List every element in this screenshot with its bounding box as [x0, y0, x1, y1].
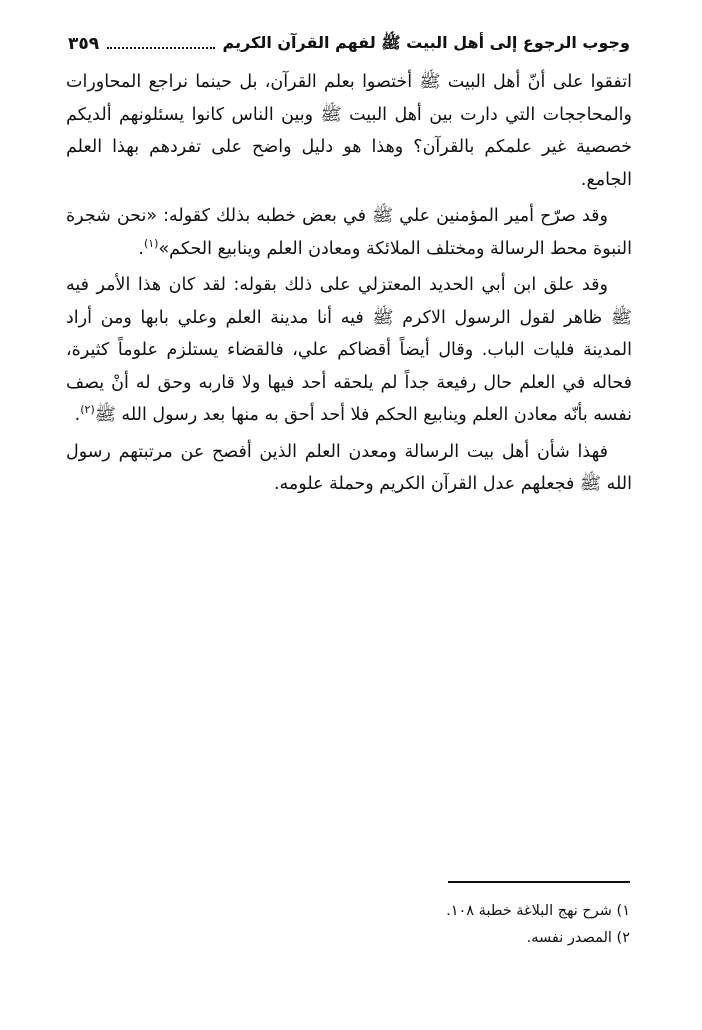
page-header [68, 30, 630, 58]
header-dot-leader [107, 39, 214, 49]
paragraph-1: اتفقوا على أنّ أهل البيت ﷺ أختصوا بعلم القرآن، بل حينما نراجع المحاورات والمحاججات التي دارت بين أهل البيت ﷺ وبين الناس كانوا يسئلونهم ألديكم خصصية غير علمكم بالقرآن؟ وهذا هو دليل واضح على تفردهم بهذا العلم الجامع. [66, 72, 632, 190]
footnote-1: ١) شرح نهج البلاغة خطبة ١٠٨. [446, 903, 630, 919]
page-number: ٣٥٩ [68, 34, 100, 54]
paragraph-2-text: وقد صرّح أمير المؤمنين علي ﷺ في بعض خطبه بذلك كقوله: «نحن شجرة النبوة محط الرسالة ومختلف الملائكة ومعادن العلم وينابيع الحكم» [66, 206, 632, 259]
footnotes [200, 898, 630, 952]
paragraph-2: وقد صرّح أمير المؤمنين علي ﷺ في بعض خطبه بذلك كقوله: «نحن شجرة النبوة محط الرسالة ومختلف الملائكة ومعادن العلم وينابيع الحكم»$^{(١)}$. [66, 206, 632, 259]
running-title: وجوب الرجوع إلى أهل البيت ﷺ لفهم القرآن الكريم [222, 32, 630, 52]
paragraph-3: وقد علق ابن أبي الحديد المعتزلي على ذلك بقوله: لقد كان هذا الأمر فيه ﷺ ظاهر لقول الرسول الاكرم ﷺ فيه أنا مدينة العلم وعلي بابها ومن أراد المدينة فليات الباب. وقال أيضاً أقضاكم علي، فالقضاء يستلزم علوماً كثيرة، فحاله في العلم حال رفيعة جداً لم يلحقه أحد فيها ولا قاربه وحق له أنْ يصف نفسه بأنّه معادن العلم وينابيع الحكم فلا أحد أحق به منها بعد رسول الله ﷺ$^{(٢)}$. [66, 275, 632, 425]
footnote-separator [448, 881, 630, 883]
paragraph-3-text: وقد علق ابن أبي الحديد المعتزلي على ذلك بقوله: لقد كان هذا الأمر فيه ﷺ ظاهر لقول الرسول الاكرم ﷺ فيه أنا مدينة العلم وعلي بابها ومن أراد المدينة فليات الباب. وقال أيضاً أقضاكم علي، فالقضاء يستلزم علوماً كثيرة، فحاله في العلم حال رفيعة جداً لم يلحقه أحد فيها ولا قاربه وحق له أنْ يصف نفسه بأنّه معادن العلم وينابيع الحكم فلا أحد أحق به منها بعد رسول الله ﷺ [66, 275, 632, 425]
main-text [66, 66, 632, 505]
footnote-ref-2: (٢) [80, 403, 95, 417]
paragraph-4: فهذا شأن أهل بيت الرسالة ومعدن العلم الذين أفصح عن مرتبتهم رسول الله ﷺ فجعلهم عدل القرآن الكريم وحملة علومه. [66, 441, 632, 494]
footnote-2: ٢) المصدر نفسه. [526, 930, 630, 946]
footnote-ref-1: (١) [143, 236, 159, 250]
